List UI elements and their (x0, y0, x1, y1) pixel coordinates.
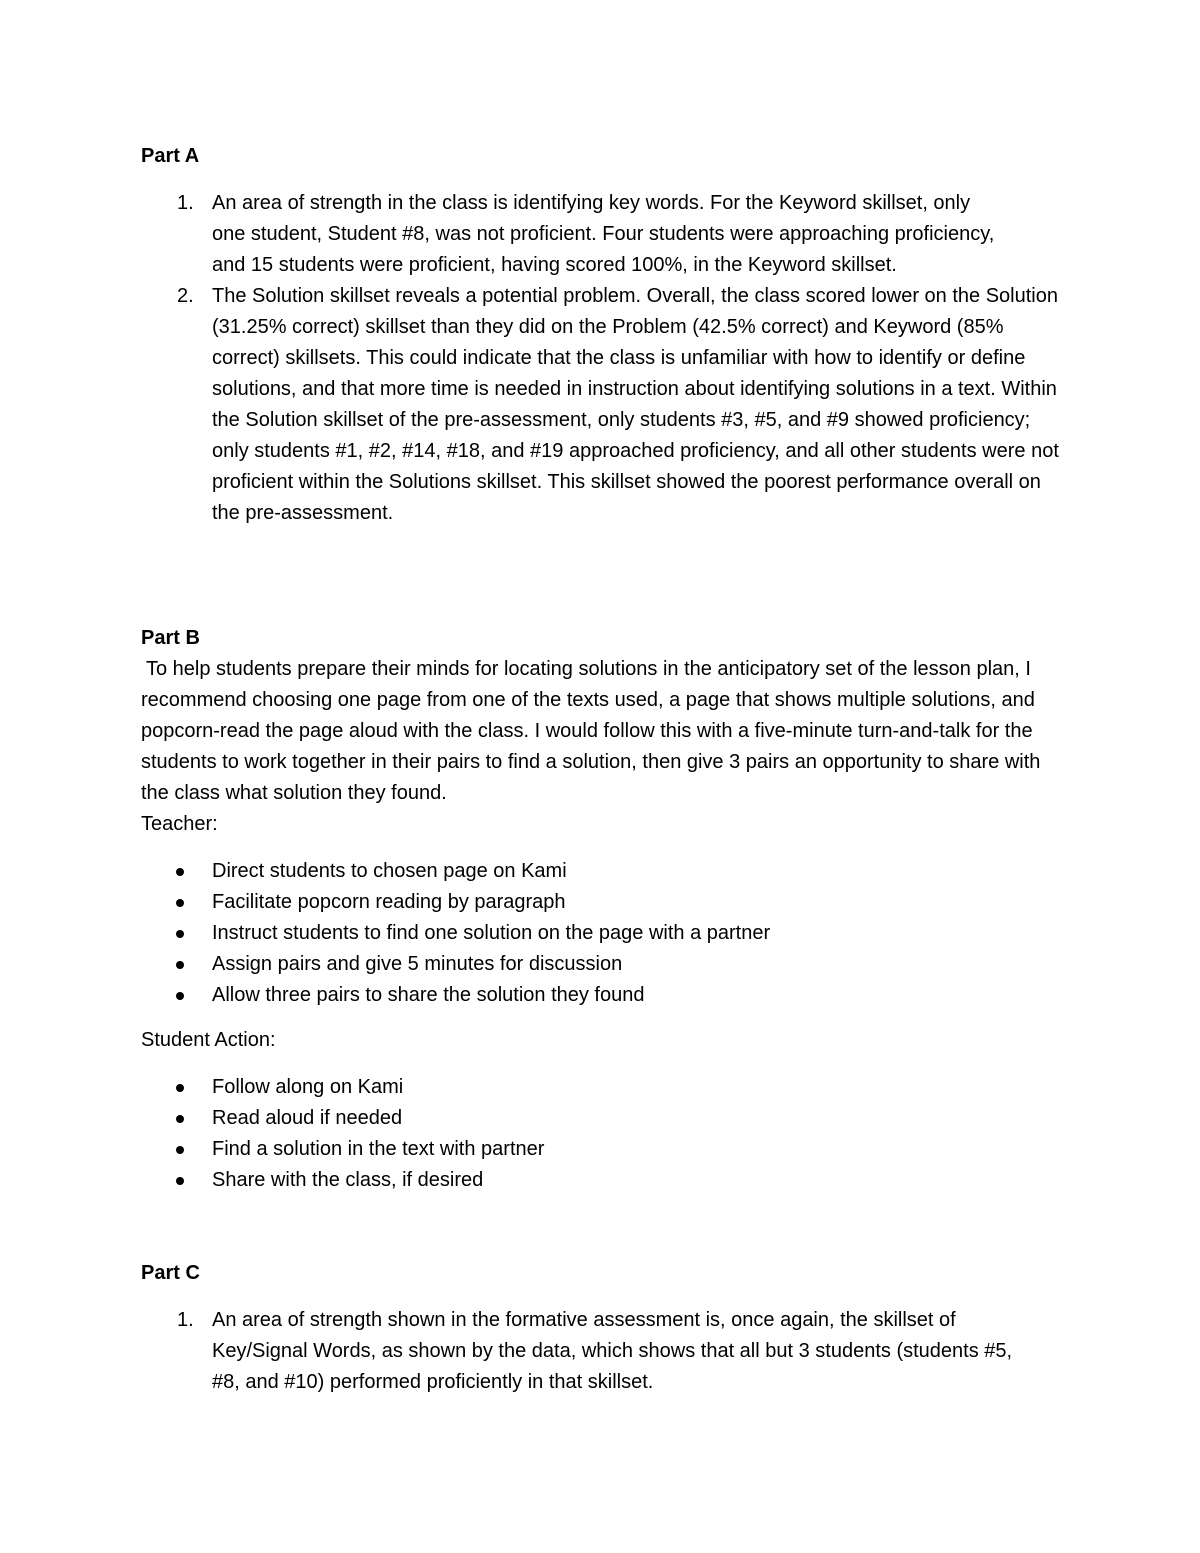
list-item-text: An area of strength in the class is identifying key words. For the Keyword skillset, only one student, Student #8, was not proficient. Four students were approaching proficiency, and 15 students were proficient, having scored 100%, in the Keyword skillset. (212, 192, 995, 276)
part-a-heading: Part A (141, 145, 200, 167)
bullet-icon (176, 1177, 184, 1185)
list-item-text: Allow three pairs to share the solution they found (212, 984, 645, 1006)
bullet-icon (176, 1146, 184, 1154)
list-item-text: Read aloud if needed (212, 1107, 403, 1129)
part-b-paragraph: To help students prepare their minds for locating solutions in the anticipatory set of the lesson plan, I recommend choosing one page from one of the texts used, a page that shows multiple solutions, and popcorn-read the page aloud with the class. I would follow this with a five-minute turn-and-talk for the students to work together in their pairs to find a solution, then give 3 pairs an opportunity to share with the class what solution they found. (141, 658, 1041, 804)
list-item (141, 949, 1071, 980)
part-a-list (141, 188, 1071, 529)
list-number: 1. (177, 192, 194, 214)
teacher-label: Teacher: (141, 813, 218, 835)
list-item-text: The Solution skillset reveals a potential problem. Overall, the class scored lower on the Solution (31.25% correct) skillset than they did on the Problem (42.5% correct) and Keyword (85% correct) skillsets. This could indicate that the class is unfamiliar with how to identify or define solutions, and that more time is needed in instruction about identifying solutions in a text. Within the Solution skillset of the pre-assessment, only students #3, #5, and #9 showed proficiency; only students #1, #2, #14, #18, and #19 approached proficiency, and all other students were not proficient within the Solutions skillset. This skillset showed the poorest performance overall on the pre-assessment. (212, 285, 1059, 524)
list-item (141, 1072, 1071, 1103)
list-item (141, 188, 1002, 281)
student-action-label: Student Action: (141, 1029, 276, 1051)
list-item-text: Direct students to chosen page on Kami (212, 860, 567, 882)
list-item-text: Assign pairs and give 5 minutes for discussion (212, 953, 623, 975)
list-item (141, 1165, 1071, 1196)
bullet-icon (176, 899, 184, 907)
student-action-list (141, 1072, 1071, 1196)
list-item-text: Instruct students to find one solution on the page with a partner (212, 922, 771, 944)
list-item-text: Find a solution in the text with partner (212, 1138, 545, 1160)
list-item-text: Follow along on Kami (212, 1076, 404, 1098)
list-item (141, 856, 1071, 887)
part-b-heading: Part B (141, 627, 200, 649)
bullet-icon (176, 961, 184, 969)
list-item-text: Facilitate popcorn reading by paragraph (212, 891, 566, 913)
part-c-list (141, 1305, 1071, 1398)
list-item (141, 980, 1071, 1011)
bullet-icon (176, 1115, 184, 1123)
bullet-icon (176, 1084, 184, 1092)
part-c-heading: Part C (141, 1262, 200, 1284)
bullet-icon (176, 930, 184, 938)
list-item (141, 887, 1071, 918)
list-item (141, 1305, 1042, 1398)
list-item (141, 1134, 1071, 1165)
list-item (141, 918, 1071, 949)
list-item (141, 281, 1072, 529)
list-item-text: Share with the class, if desired (212, 1169, 484, 1191)
bullet-icon (176, 868, 184, 876)
teacher-list (141, 856, 1071, 1011)
bullet-icon (176, 992, 184, 1000)
list-number: 2. (177, 285, 194, 307)
list-number: 1. (177, 1309, 194, 1331)
list-item-text: An area of strength shown in the formative assessment is, once again, the skillset of Key/Signal Words, as shown by the data, which shows that all but 3 students (students #5, #8, and #10) performed proficiently in that skillset. (212, 1309, 1013, 1393)
list-item (141, 1103, 1071, 1134)
